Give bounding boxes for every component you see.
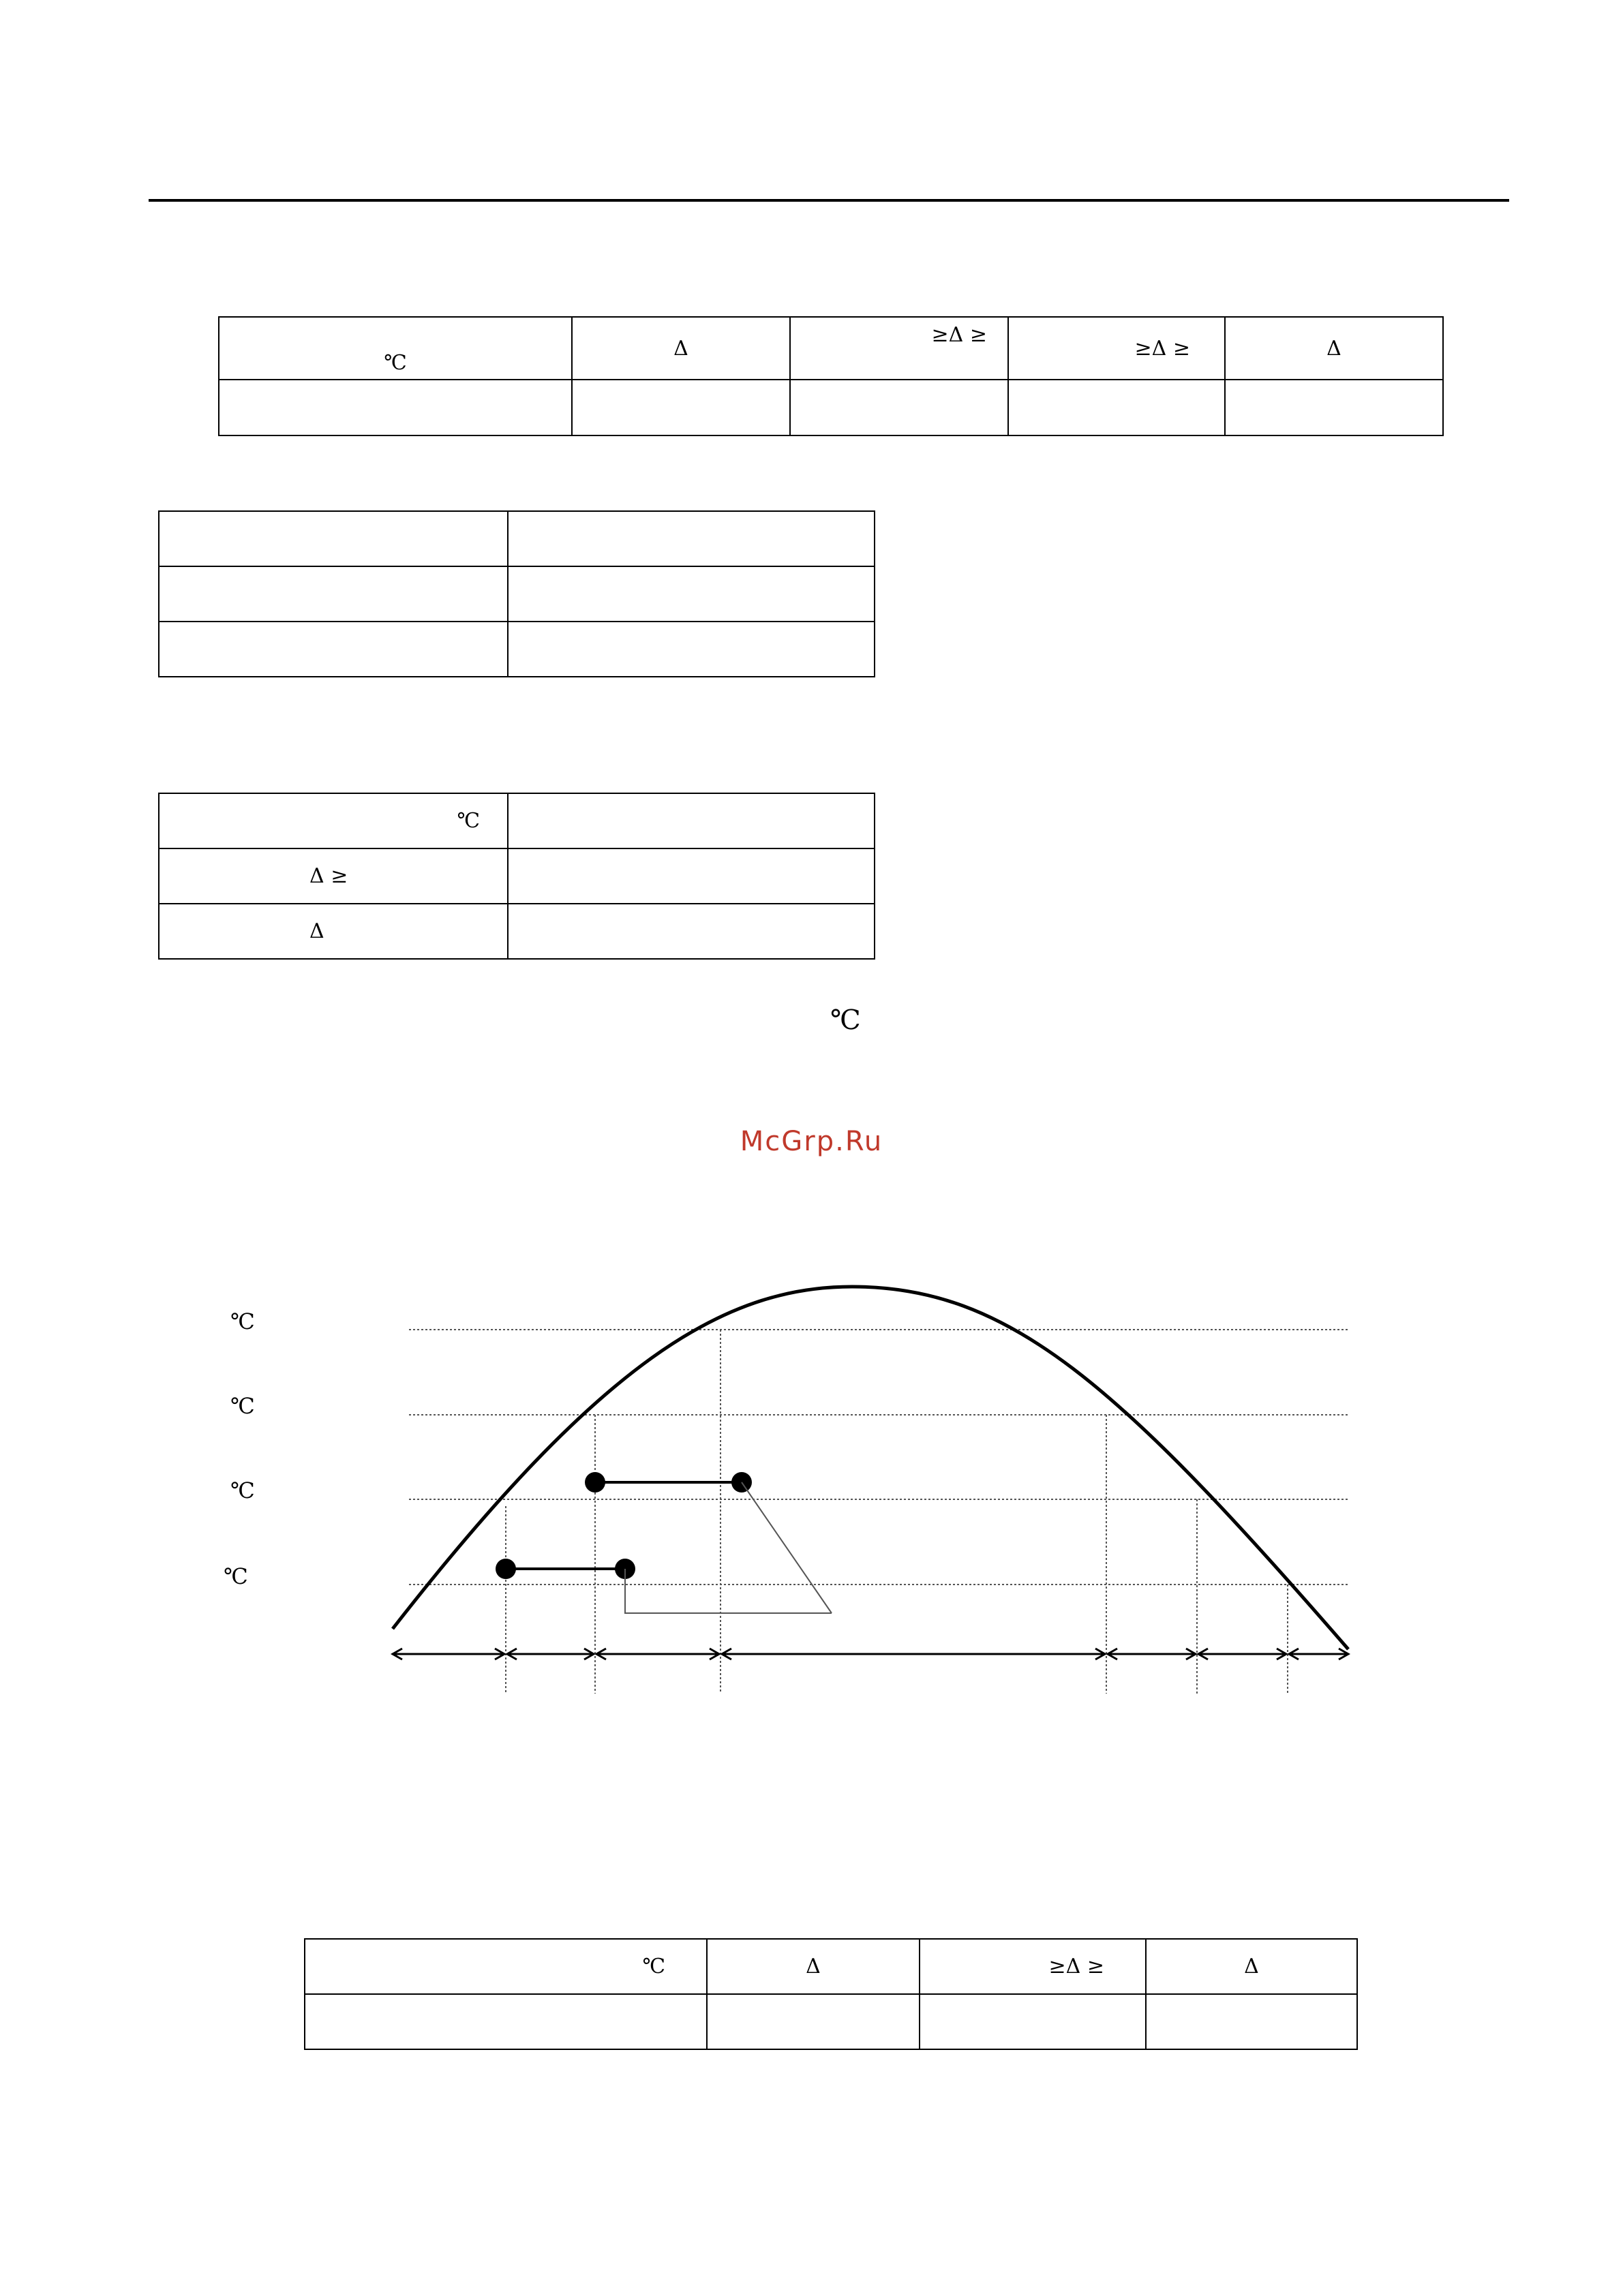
table-4-cell xyxy=(1146,1994,1357,2049)
y-label: ℃ xyxy=(224,1563,248,1589)
y-label: ℃ xyxy=(230,1308,255,1334)
table-4-cell xyxy=(707,1994,920,2049)
degree-note: ℃ xyxy=(830,1005,861,1036)
table-1-header-cell: Δ xyxy=(1225,317,1443,380)
table-1-header-cell: Δ xyxy=(572,317,790,380)
table-4-header-cell: Δ xyxy=(707,1939,920,1994)
table-1-header-cell: ≥Δ ≥ xyxy=(790,317,1008,380)
table-4-header-cell: ≥Δ ≥ xyxy=(920,1939,1146,1994)
temperature-curve xyxy=(393,1287,1348,1649)
table-4-header-cell: Δ xyxy=(1146,1939,1357,1994)
leader-line xyxy=(742,1482,832,1613)
table-3-label: ℃ xyxy=(159,793,508,848)
table-4 xyxy=(304,1938,1358,2050)
range-marker xyxy=(585,1472,605,1493)
table-4-cell xyxy=(920,1994,1146,2049)
y-label: ℃ xyxy=(230,1478,255,1503)
leader-line xyxy=(625,1569,832,1613)
table-4-header-cell: ℃ xyxy=(305,1939,707,1994)
y-label: ℃ xyxy=(230,1393,255,1419)
table-3-label: Δ xyxy=(159,904,508,959)
watermark: McGrp.Ru xyxy=(740,1126,883,1157)
range-marker xyxy=(496,1559,516,1579)
table-1-header-cell: ≥Δ ≥ xyxy=(1008,317,1225,380)
table-3-label: Δ ≥ xyxy=(159,848,508,904)
table-4-cell xyxy=(305,1994,707,2049)
table-1-header-cell: ℃ xyxy=(219,317,572,380)
